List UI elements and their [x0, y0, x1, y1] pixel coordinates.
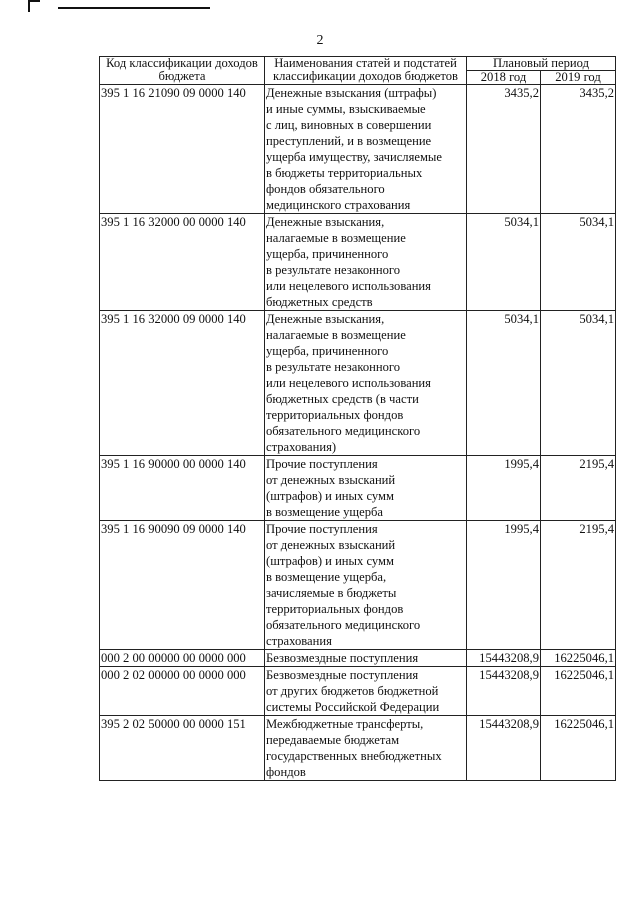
- amount-2018: 3435,2: [467, 85, 541, 214]
- revenue-name: [265, 650, 467, 667]
- revenue-name-line: обязательного медицинского: [266, 424, 421, 438]
- corner-mark: [28, 0, 40, 12]
- amount-2018: 5034,1: [467, 311, 541, 456]
- amount-2019: 2195,4: [541, 521, 616, 650]
- header-year-2019: 2019 год: [541, 71, 616, 85]
- revenue-code: 395 1 16 21090 09 0000 140: [100, 85, 265, 214]
- amount-2019: 5034,1: [541, 311, 616, 456]
- revenue-name-line: территориальных фондов: [266, 602, 404, 616]
- revenue-name: [265, 214, 467, 311]
- revenue-name-line: ущерба, причиненного: [266, 344, 389, 358]
- revenue-name-line: фондов обязательного: [266, 182, 385, 196]
- revenue-name: [265, 311, 467, 456]
- revenue-name-line: в бюджеты территориальных: [266, 166, 423, 180]
- revenue-name-line: или нецелевого использования: [266, 376, 431, 390]
- revenue-name-line: государственных внебюджетных: [266, 749, 442, 763]
- amount-2019: 16225046,1: [541, 716, 616, 781]
- revenue-name-line: передаваемые бюджетам: [266, 733, 400, 747]
- revenue-name-line: Прочие поступления: [266, 457, 378, 471]
- table-row: [100, 85, 616, 214]
- amount-2018: 15443208,9: [467, 650, 541, 667]
- header-code: Код классификации доходов бюджета: [100, 57, 265, 85]
- revenue-name-line: в результате незаконного: [266, 263, 401, 277]
- revenue-name-line: и иные суммы, взыскиваемые: [266, 102, 426, 116]
- header-period: Плановый период: [467, 57, 616, 71]
- revenue-name-line: ущерба, причиненного: [266, 247, 389, 261]
- revenue-name-line: системы Российской Федерации: [266, 700, 440, 714]
- revenue-name-line: от других бюджетов бюджетной: [266, 684, 439, 698]
- amount-2019: 5034,1: [541, 214, 616, 311]
- header-name: Наименования статей и подстатей классификации доходов бюджетов: [265, 57, 467, 85]
- revenue-name-line: с лиц, виновных в совершении: [266, 118, 432, 132]
- amount-2019: 2195,4: [541, 456, 616, 521]
- amount-2019: 3435,2: [541, 85, 616, 214]
- revenue-name-line: (штрафов) и иных сумм: [266, 489, 394, 503]
- table-row: [100, 311, 616, 456]
- revenue-name-line: страхования: [266, 634, 332, 648]
- revenue-name-line: Прочие поступления: [266, 522, 378, 536]
- revenue-name: [265, 521, 467, 650]
- revenue-name-line: фондов: [266, 765, 306, 779]
- revenue-name-line: (штрафов) и иных сумм: [266, 554, 394, 568]
- revenue-name-line: Денежные взыскания (штрафы): [266, 86, 437, 100]
- page-number: 2: [316, 33, 324, 48]
- revenue-name-line: Денежные взыскания,: [266, 312, 385, 326]
- revenue-code: 000 2 00 00000 00 0000 000: [100, 650, 265, 667]
- table-row: [100, 456, 616, 521]
- revenue-name-line: Межбюджетные трансферты,: [266, 717, 424, 731]
- revenue-name-line: в возмещение ущерба,: [266, 570, 387, 584]
- revenue-code: 395 1 16 90090 09 0000 140: [100, 521, 265, 650]
- revenue-name-line: или нецелевого использования: [266, 279, 431, 293]
- revenue-name-line: в возмещение ущерба: [266, 505, 383, 519]
- header-row-top: [100, 57, 616, 71]
- revenue-name-line: зачисляемые в бюджеты: [266, 586, 397, 600]
- revenue-name: [265, 667, 467, 716]
- revenue-name-line: преступлений, и в возмещение: [266, 134, 432, 148]
- revenue-name-line: Безвозмездные поступления: [266, 668, 419, 682]
- revenue-name: [265, 85, 467, 214]
- revenue-name-line: налагаемые в возмещение: [266, 328, 406, 342]
- revenue-name-line: от денежных взысканий: [266, 538, 396, 552]
- revenue-name-line: от денежных взысканий: [266, 473, 396, 487]
- revenue-name-line: в результате незаконного: [266, 360, 401, 374]
- table-row: [100, 214, 616, 311]
- revenue-name-line: бюджетных средств (в части: [266, 392, 419, 406]
- revenue-code: 395 2 02 50000 00 0000 151: [100, 716, 265, 781]
- top-rule: [58, 7, 210, 9]
- amount-2019: 16225046,1: [541, 650, 616, 667]
- header-year-2018: 2018 год: [467, 71, 541, 85]
- revenue-name: [265, 456, 467, 521]
- amount-2018: 1995,4: [467, 456, 541, 521]
- revenue-name-line: Безвозмездные поступления: [266, 651, 419, 665]
- revenue-name-line: обязательного медицинского: [266, 618, 421, 632]
- amount-2018: 15443208,9: [467, 667, 541, 716]
- revenue-name-line: ущерба имуществу, зачисляемые: [266, 150, 442, 164]
- revenue-name: [265, 716, 467, 781]
- revenue-name-line: Денежные взыскания,: [266, 215, 385, 229]
- amount-2019: 16225046,1: [541, 667, 616, 716]
- revenue-name-line: бюджетных средств: [266, 295, 373, 309]
- table-body: [100, 85, 616, 781]
- revenue-name-line: страхования): [266, 440, 337, 454]
- amount-2018: 15443208,9: [467, 716, 541, 781]
- revenue-name-line: территориальных фондов: [266, 408, 404, 422]
- table-row: [100, 667, 616, 716]
- revenue-code: 000 2 02 00000 00 0000 000: [100, 667, 265, 716]
- amount-2018: 1995,4: [467, 521, 541, 650]
- revenue-code: 395 1 16 90000 00 0000 140: [100, 456, 265, 521]
- revenue-code: 395 1 16 32000 09 0000 140: [100, 311, 265, 456]
- revenue-code: 395 1 16 32000 00 0000 140: [100, 214, 265, 311]
- revenue-name-line: налагаемые в возмещение: [266, 231, 406, 245]
- revenue-name-line: медицинского страхования: [266, 198, 411, 212]
- budget-revenue-table: [99, 56, 616, 781]
- table-row: [100, 716, 616, 781]
- amount-2018: 5034,1: [467, 214, 541, 311]
- table-row: [100, 650, 616, 667]
- table-row: [100, 521, 616, 650]
